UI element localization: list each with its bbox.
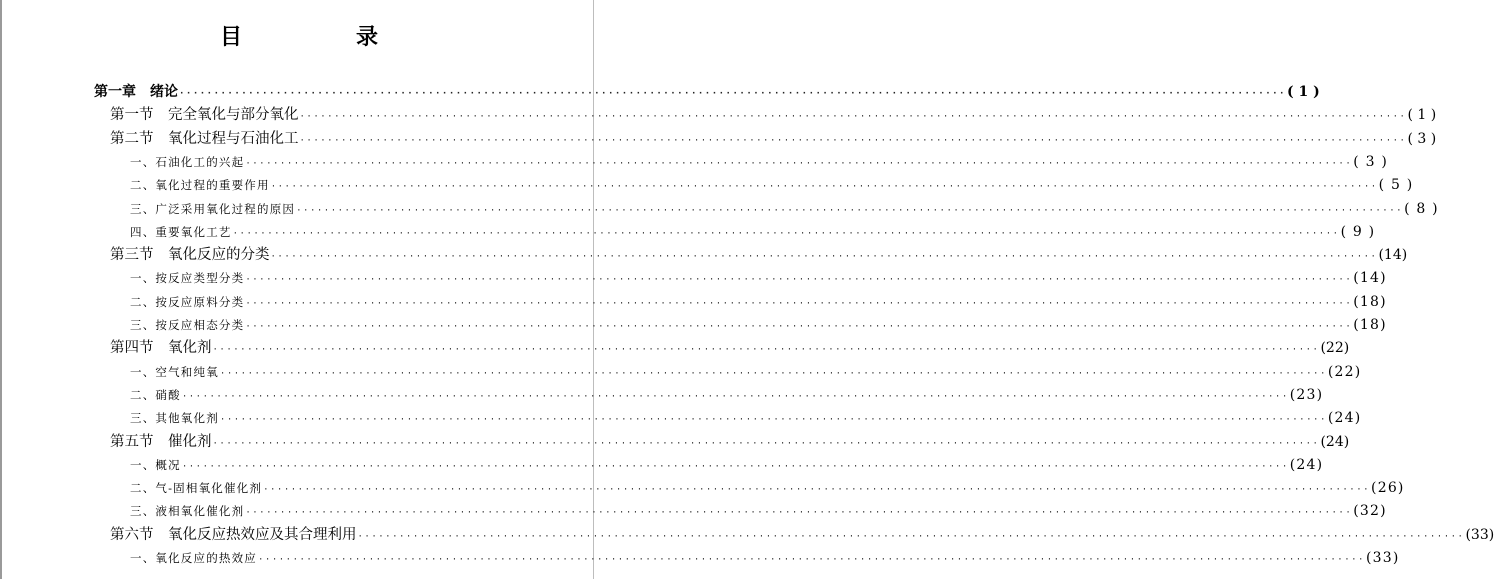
toc-entry-label: 二、按反应原料分类 — [130, 294, 245, 309]
toc-entry-page: (14) — [1353, 270, 1387, 287]
dot-leader: ································································································································································ — [245, 275, 1353, 286]
dot-leader: ································································································································································ — [219, 368, 1327, 379]
toc-entry — [130, 174, 1414, 196]
dot-leader: ································································································································································ — [245, 158, 1353, 169]
toc-entry-label: 三、广泛采用氧化过程的原因 — [130, 201, 296, 216]
dot-leader: ································································································································································ — [181, 391, 1289, 402]
dot-leader: ································································································································································ — [245, 298, 1353, 309]
toc-entry-page: (33) — [1365, 550, 1400, 566]
dot-leader: ································································································································································ — [299, 112, 1407, 123]
toc-entry-label: 三、液相氧化催化剂 — [130, 504, 245, 519]
toc-entry-page: ( 1 ) — [1286, 84, 1320, 100]
toc-entry-label: 一、按反应类型分类 — [130, 271, 245, 286]
toc-entry — [130, 221, 1376, 243]
toc-entry-label: 二、氧化过程的重要作用 — [130, 178, 270, 193]
toc-entry — [94, 81, 1320, 103]
toc-entry — [130, 151, 1388, 173]
toc-entry — [130, 384, 1324, 406]
toc-entry-label: 一、空气和纯氧 — [130, 364, 219, 379]
dot-leader: ································································································································································ — [232, 228, 1340, 239]
toc-entry-label: 第一节 完全氧化与部分氧化 — [110, 107, 299, 124]
dot-leader: ································································································································································ — [212, 345, 1320, 356]
dot-leader: ································································································································································ — [357, 531, 1465, 542]
toc-entry-page: (14) — [1378, 247, 1408, 264]
toc-entry — [130, 361, 1362, 383]
toc-entry-label: 三、其他氧化剂 — [130, 411, 219, 426]
toc-entry — [110, 337, 1350, 359]
toc-entry-page: (23) — [1289, 386, 1324, 403]
toc-entry — [130, 407, 1362, 429]
dot-leader: ································································································································································ — [270, 252, 1378, 263]
toc-entry — [110, 104, 1437, 126]
toc-entry-page: (33) — [1465, 526, 1494, 543]
toc-entry-label: 一、概况 — [130, 457, 181, 472]
toc-title: 目 录 — [219, 24, 424, 50]
toc-entry — [130, 454, 1324, 476]
dot-leader: ································································································································································ — [263, 485, 1371, 496]
toc-entry — [130, 314, 1387, 336]
toc-entry-page: ( 8 ) — [1404, 200, 1439, 217]
toc-entry-page: (24) — [1289, 456, 1324, 473]
toc-entry-page: (22) — [1320, 340, 1350, 357]
toc-entry-page: (24) — [1327, 410, 1362, 427]
toc-entry-label: 第一章 绪论 — [94, 84, 178, 100]
dot-leader: ································································································································································ — [219, 415, 1327, 426]
toc-entry — [130, 500, 1387, 522]
toc-entry-label: 四、重要氧化工艺 — [130, 224, 232, 239]
dot-leader: ································································································································································ — [245, 508, 1353, 519]
toc-entry-label: 一、石油化工的兴起 — [130, 154, 245, 169]
toc-entry — [110, 431, 1350, 453]
toc-entry-page: ( 9 ) — [1340, 223, 1376, 240]
toc-entry-label: 第六节 氧化反应热效应及其合理利用 — [110, 526, 357, 543]
toc-entry-page: ( 5 ) — [1378, 177, 1414, 194]
toc-entry-label: 第二节 氧化过程与石油化工 — [110, 130, 299, 147]
dot-leader: ································································································································································ — [258, 555, 1365, 565]
toc-entry-page: (32) — [1353, 503, 1387, 520]
toc-entry-page: (22) — [1327, 363, 1362, 380]
dot-leader: ································································································································································ — [245, 322, 1353, 332]
dot-leader: ································································································································································ — [270, 182, 1378, 193]
toc-entry — [130, 547, 1400, 569]
toc-entry — [130, 291, 1387, 313]
toc-entry-label: 第三节 氧化反应的分类 — [110, 247, 270, 264]
dot-leader: ································································································································································ — [212, 438, 1320, 449]
toc-entry — [130, 198, 1439, 220]
dot-leader: ································································································································································ — [181, 461, 1289, 472]
toc-entry-label: 二、硝酸 — [130, 387, 181, 402]
toc-entry-label: 二、气-固相氧化催化剂 — [130, 481, 263, 496]
toc-entry — [110, 524, 1494, 546]
dot-leader: ································································································································································ — [299, 135, 1407, 146]
toc-entry-page: ( 3 ) — [1407, 130, 1437, 147]
toc-entry-page: ( 1 ) — [1407, 107, 1437, 124]
toc-entry — [110, 128, 1437, 150]
toc-entry-page: (18) — [1353, 293, 1387, 310]
toc-entry — [110, 244, 1408, 266]
toc-entry-label: 第五节 催化剂 — [110, 433, 212, 450]
dot-leader: ································································································································································ — [296, 205, 1404, 216]
toc-entry — [130, 267, 1387, 289]
toc-entry — [130, 477, 1405, 499]
toc-entry-label: 三、按反应相态分类 — [130, 318, 245, 332]
toc-entry-page: (26) — [1371, 480, 1405, 497]
toc-entry-page: (24) — [1320, 433, 1350, 450]
toc-entry-label: 第四节 氧化剂 — [110, 340, 212, 357]
toc-entry-page: (18) — [1353, 317, 1387, 333]
toc-entry-label: 一、氧化反应的热效应 — [130, 551, 257, 565]
dot-leader: ································································································································································ — [179, 89, 1286, 99]
toc-entry-page: ( 3 ) — [1353, 153, 1388, 170]
